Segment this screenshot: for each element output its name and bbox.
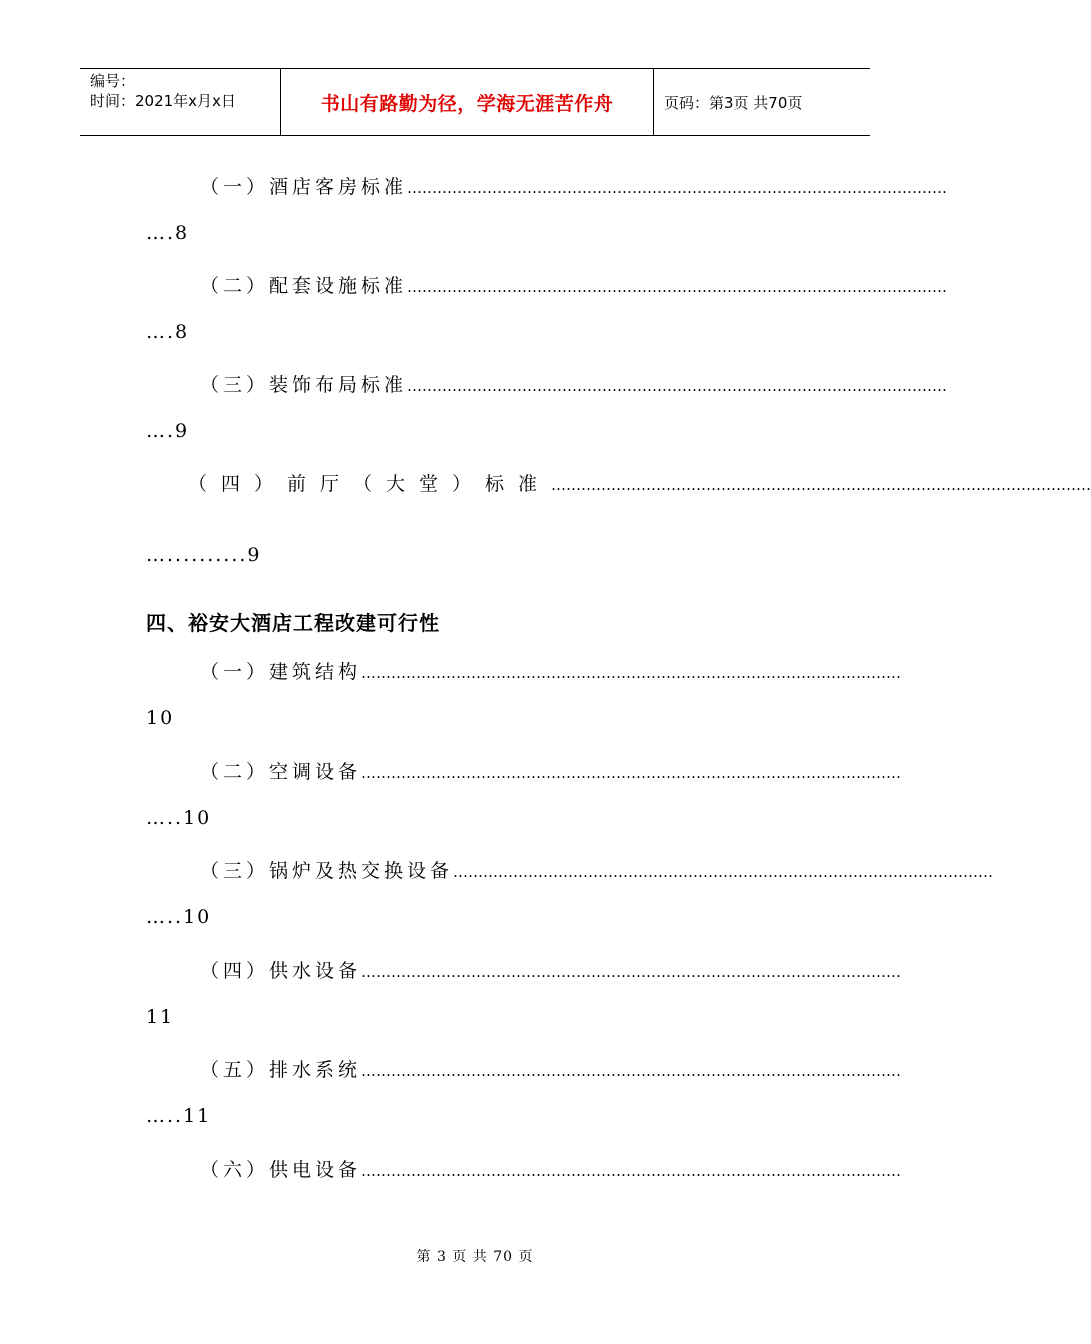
header-page-info: 页码：第3页 共70页 — [664, 93, 803, 112]
toc-leader: ……………………………………………………………………………………………… — [407, 377, 948, 395]
toc-leader: ……………………………………………………………………………………………… — [361, 664, 902, 682]
toc-entry[interactable] — [200, 956, 902, 984]
toc-leader: ……………………………………………………………………………………………… — [361, 764, 902, 782]
toc-entry[interactable] — [200, 1155, 902, 1183]
toc-entry-label: （六）供电设备 — [200, 1159, 362, 1181]
toc-entry[interactable] — [200, 1055, 902, 1083]
toc-page-number: ….9 — [146, 420, 190, 442]
toc-page-number: …..........9 — [146, 544, 262, 566]
header-motto: 书山有路勤为径，学海无涯苦作舟 — [281, 69, 654, 135]
toc-entry[interactable] — [200, 856, 994, 884]
toc-entry-label: （四）供水设备 — [200, 960, 362, 982]
toc-entry-label: （二）空调设备 — [200, 761, 362, 783]
toc-entry[interactable] — [200, 271, 948, 299]
toc-entry[interactable] — [200, 370, 948, 398]
toc-entry[interactable] — [188, 469, 1091, 497]
section-heading: 四、裕安大酒店工程改建可行性 — [146, 611, 440, 635]
toc-page-number: …..11 — [146, 1105, 212, 1127]
toc-page-number: …..10 — [146, 807, 212, 829]
toc-entry-label: （一）酒店客房标准 — [200, 176, 408, 198]
toc-page-number: ….8 — [146, 321, 190, 343]
toc-leader: ……………………………………………………………………………………………… — [453, 863, 994, 881]
header-meta — [80, 69, 281, 135]
toc-leader: ……………………………………………………………………………………………… — [551, 476, 1091, 494]
toc-entry-label: （五）排水系统 — [200, 1059, 362, 1081]
toc-entry-label: （四）前厅（大堂）标准 — [188, 473, 552, 495]
time-label: 时间：2021年x月x日 — [90, 92, 236, 110]
toc-leader: ……………………………………………………………………………………………… — [407, 179, 948, 197]
toc-page-number: …..10 — [146, 906, 212, 928]
toc-entry-label: （三）装饰布局标准 — [200, 374, 408, 396]
toc-entry[interactable] — [200, 172, 948, 200]
toc-page-number: 10 — [146, 707, 175, 729]
toc-leader: ……………………………………………………………………………………………… — [361, 963, 902, 981]
page-header — [80, 68, 870, 136]
toc-leader: ……………………………………………………………………………………………… — [361, 1162, 902, 1180]
toc-leader: ……………………………………………………………………………………………… — [407, 278, 948, 296]
toc-entry-label: （一）建筑结构 — [200, 661, 362, 683]
toc-entry[interactable] — [200, 757, 902, 785]
toc-entry-label: （二）配套设施标准 — [200, 275, 408, 297]
toc-page-number: 11 — [146, 1006, 175, 1028]
toc-page-number: ….8 — [146, 222, 190, 244]
code-label: 编号： — [90, 72, 136, 90]
page-footer: 第 3 页 共 70 页 — [416, 1249, 534, 1265]
toc-entry-label: （三）锅炉及热交换设备 — [200, 860, 454, 882]
toc-entry[interactable] — [200, 657, 902, 685]
toc-leader: ……………………………………………………………………………………………… — [361, 1062, 902, 1080]
